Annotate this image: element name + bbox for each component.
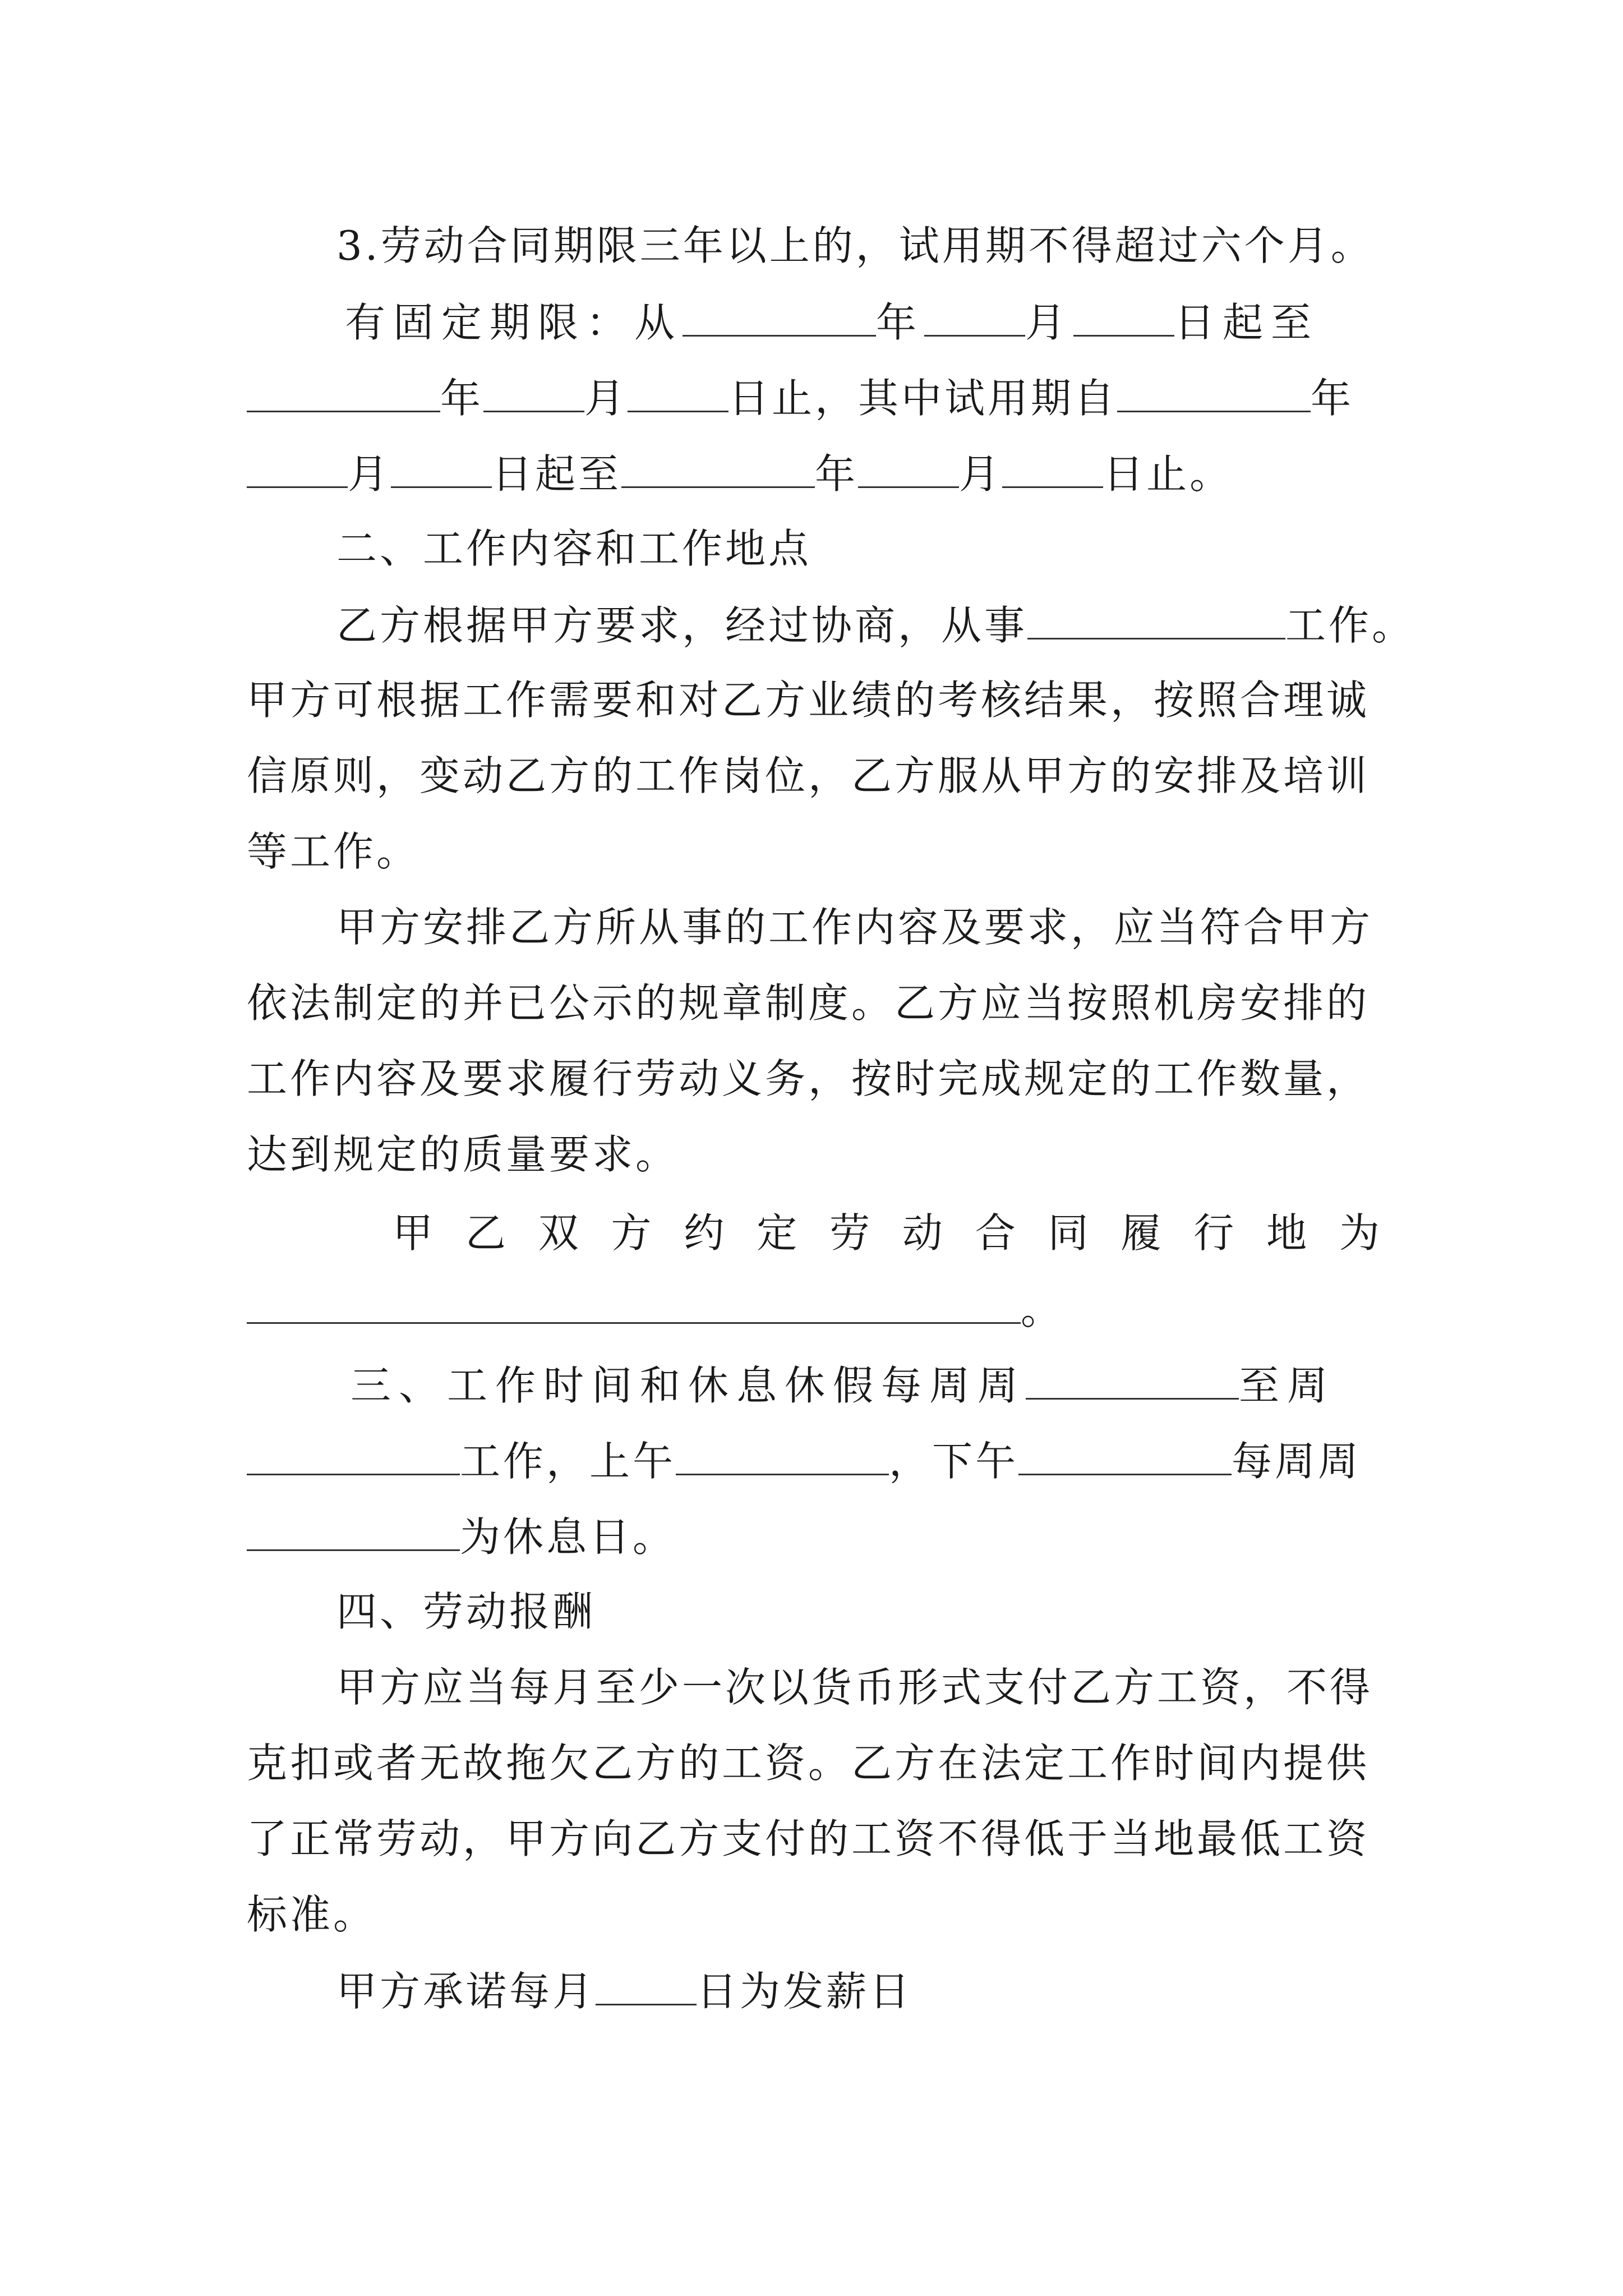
text-segment: 乙方根据甲方要求，经过协商，从事 bbox=[336, 602, 1028, 649]
blank-field bbox=[247, 370, 440, 412]
text-line bbox=[247, 1052, 1396, 1106]
text-segment: 每周周 bbox=[1232, 1438, 1362, 1485]
section-heading-text: 二、工作内容和工作地点 bbox=[336, 525, 812, 572]
text-line bbox=[345, 295, 1495, 348]
text-segment: 克扣或者无故拖欠乙方的工资。乙方在法定工作时间内提供 bbox=[247, 1740, 1370, 1787]
char: 动 bbox=[902, 1209, 943, 1257]
text-line bbox=[247, 976, 1396, 1030]
text-line bbox=[247, 1812, 1396, 1866]
text-segment: 甲方安排乙方所从事的工作内容及要求，应当符合甲方 bbox=[336, 904, 1373, 951]
char: 行 bbox=[1193, 1209, 1234, 1257]
text-segment: 工作内容及要求履行劳动义务，按时完成规定的工作数量， bbox=[247, 1055, 1370, 1102]
text-segment: 年 bbox=[815, 450, 859, 498]
char: 劳 bbox=[829, 1209, 870, 1257]
text-segment: 甲方承诺每月 bbox=[336, 1968, 596, 2015]
text-segment: 工作，上午 bbox=[460, 1438, 676, 1485]
text-line bbox=[247, 1433, 1396, 1487]
text-line bbox=[247, 1128, 1396, 1181]
text-segment: 日起至 bbox=[492, 450, 622, 498]
blank-field bbox=[247, 1509, 460, 1551]
char: 乙 bbox=[465, 1209, 506, 1257]
section-heading bbox=[336, 522, 1486, 576]
char: 约 bbox=[684, 1209, 725, 1257]
char: 合 bbox=[975, 1209, 1016, 1257]
text-line bbox=[247, 825, 1396, 878]
char: 双 bbox=[538, 1209, 579, 1257]
blank-field bbox=[1026, 1358, 1239, 1400]
text-segment: 甲方应当每月至少一次以货币形式支付乙方工资，不得 bbox=[336, 1664, 1373, 1711]
text-segment: 。 bbox=[1021, 1286, 1064, 1333]
text-line bbox=[393, 1206, 1380, 1260]
blank-field bbox=[596, 1963, 697, 2005]
text-line bbox=[247, 1888, 1396, 1941]
text-segment: 至周 bbox=[1239, 1362, 1336, 1409]
text-segment: 日起至 bbox=[1174, 299, 1320, 346]
blank-field bbox=[858, 446, 959, 488]
char: 履 bbox=[1121, 1209, 1161, 1257]
text-segment: 月 bbox=[584, 375, 628, 422]
text-segment: 月 bbox=[959, 450, 1003, 498]
text-segment: 甲方可根据工作需要和对乙方业绩的考核结果，按照合理诚 bbox=[247, 677, 1370, 724]
text-segment: 有固定期限：从 bbox=[345, 299, 683, 346]
text-line bbox=[247, 370, 1396, 424]
text-line bbox=[247, 446, 1396, 500]
section-heading bbox=[336, 1585, 1486, 1639]
text-line bbox=[336, 900, 1486, 954]
text-segment: 月 bbox=[1025, 299, 1074, 346]
text-segment: 工作。 bbox=[1285, 602, 1415, 649]
blank-field bbox=[247, 1282, 1021, 1324]
text-segment: 年 bbox=[1311, 375, 1354, 422]
blank-field bbox=[1002, 446, 1103, 488]
text-segment: 了正常劳动，甲方向乙方支付的工资不得低于当地最低工资 bbox=[247, 1815, 1370, 1862]
section-heading-text: 四、劳动报酬 bbox=[336, 1588, 596, 1635]
char: 地 bbox=[1266, 1209, 1307, 1257]
blank-field bbox=[1027, 597, 1285, 639]
text-line bbox=[336, 1660, 1486, 1714]
blank-field bbox=[1018, 1433, 1232, 1475]
text-segment: 信原则，变动乙方的工作岗位，乙方服从甲方的安排及培训 bbox=[247, 752, 1370, 799]
text-line bbox=[336, 1963, 1486, 2017]
text-segment: 年 bbox=[440, 375, 484, 422]
char: 为 bbox=[1339, 1209, 1380, 1257]
char: 甲 bbox=[393, 1209, 434, 1257]
blank-field bbox=[628, 370, 728, 412]
text-segment: 年 bbox=[876, 299, 925, 346]
blank-field bbox=[1073, 295, 1174, 337]
text-segment: 标准。 bbox=[247, 1891, 377, 1938]
blank-field bbox=[683, 295, 876, 337]
text-line bbox=[247, 1282, 1396, 1336]
text-segment: 月 bbox=[348, 450, 391, 498]
text-line bbox=[247, 673, 1396, 727]
blank-field bbox=[391, 446, 492, 488]
text-segment: 日止，其中试用期自 bbox=[728, 375, 1118, 422]
text-line bbox=[247, 1509, 1396, 1563]
text-segment: 日止。 bbox=[1103, 450, 1233, 498]
text-segment: 3.劳动合同期限三年以上的，试用期不得超过六个月。 bbox=[336, 222, 1374, 269]
text-segment: 达到规定的质量要求。 bbox=[247, 1131, 679, 1178]
text-segment: 等工作。 bbox=[247, 828, 420, 875]
text-segment: ，下午 bbox=[889, 1438, 1019, 1485]
blank-field bbox=[483, 370, 584, 412]
section-heading-text: 三、工作时间和休息休假每周周 bbox=[351, 1362, 1026, 1409]
char: 方 bbox=[611, 1209, 652, 1257]
text-line bbox=[336, 597, 1486, 651]
section-heading bbox=[351, 1358, 1500, 1411]
blank-field bbox=[621, 446, 815, 488]
text-line bbox=[336, 219, 1486, 273]
blank-field bbox=[924, 295, 1025, 337]
blank-field bbox=[676, 1433, 889, 1475]
text-line bbox=[247, 749, 1396, 803]
blank-field bbox=[247, 446, 348, 488]
text-segment: 依法制定的并已公示的规章制度。乙方应当按照机房安排的 bbox=[247, 979, 1370, 1027]
blank-field bbox=[247, 1433, 460, 1475]
text-line bbox=[247, 1736, 1396, 1790]
blank-field bbox=[1117, 370, 1311, 412]
text-segment: 为休息日。 bbox=[460, 1513, 676, 1561]
char: 同 bbox=[1048, 1209, 1089, 1257]
char: 定 bbox=[757, 1209, 797, 1257]
text-segment: 日为发薪日 bbox=[697, 1968, 913, 2015]
